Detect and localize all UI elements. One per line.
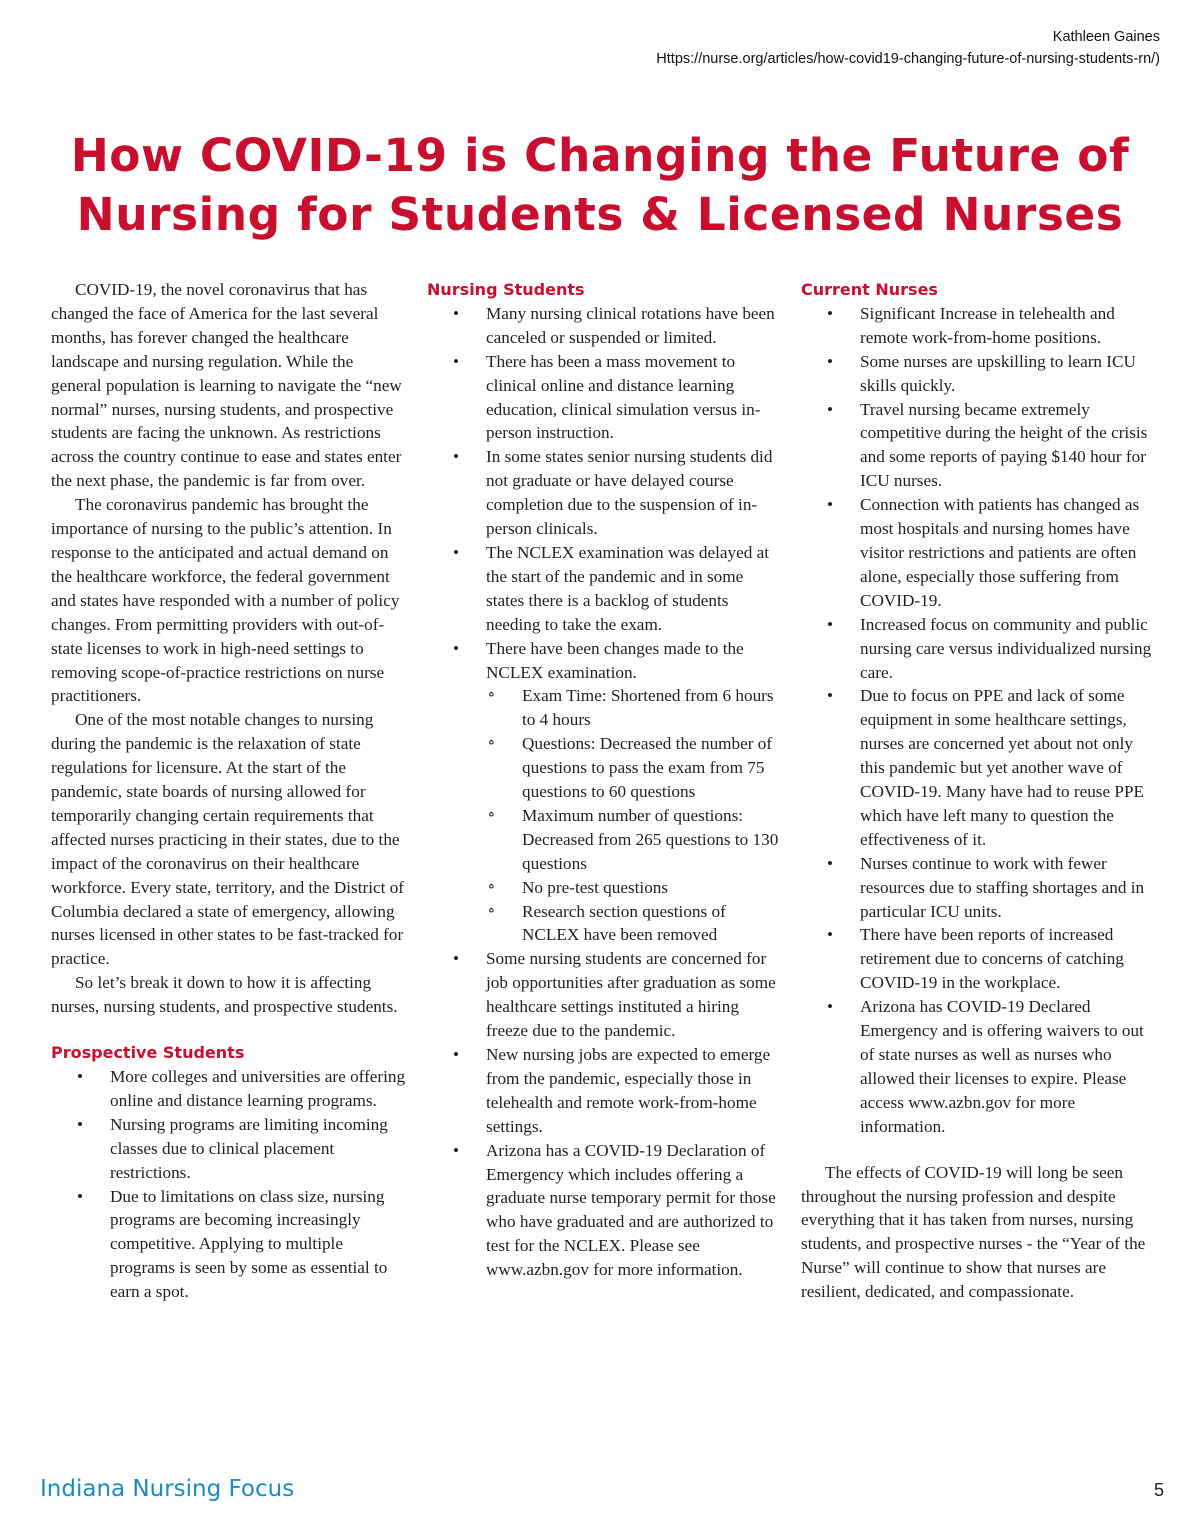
sub-list-item: ⚬ Questions: Decreased the number of questions to pass the exam from 75 questions to 60 questions [427, 732, 783, 804]
list-item: • There have been reports of increased retirement due to concerns of catching COVID-19 in the workplace. [801, 923, 1157, 995]
list-item: • Nurses continue to work with fewer resources due to staffing shortages and in particular ICU units. [801, 852, 1157, 924]
list-item-text: There have been changes made to the NCLEX examination. [486, 638, 744, 682]
sub-list-item: ⚬ Exam Time: Shortened from 6 hours to 4 hours [427, 684, 783, 732]
list-item: • Arizona has COVID-19 Declared Emergency and is offering waivers to out of state nurses as well as nurses who allowed their licenses to expire. Please access www.azbn.gov for more information. [801, 995, 1157, 1138]
article-title [0, 126, 1200, 244]
list-item: • The NCLEX examination was delayed at the start of the pandemic and in some states there is a backlog of students needing to take the exam. [427, 541, 783, 637]
author-name: Kathleen Gaines [1052, 29, 1160, 45]
list-item: • There has been a mass movement to clinical online and distance learning education, clinical simulation versus in-person instruction. [427, 350, 783, 446]
intro-paragraph: COVID-19, the novel coronavirus that has changed the face of America for the last several months, has forever changed the healthcare landscape and nursing regulation. While the general population is learning to navigate the “new normal” nurses, nursing students, and prospective students are facing the unknown. As restrictions across the country continue to ease and states enter the next phase, the pandemic is far from over. [51, 280, 402, 491]
column-2 [427, 278, 783, 1282]
conclusion-paragraph: The effects of COVID-19 will long be seen throughout the nursing profession and despite everything that it has taken from nurses, nursing students, and prospective nurses - the “Year of the Nurse” will continue to show that nurses are resilient, dedicated, and compassionate. [801, 1162, 1146, 1302]
list-item: • New nursing jobs are expected to emerge from the pandemic, especially those in telehealth and remote work-from-home settings. [427, 1043, 783, 1139]
sub-list-item: ⚬ No pre-test questions [427, 876, 783, 900]
column-3 [801, 278, 1157, 1304]
source-url: Https://nurse.org/articles/how-covid19-changing-future-of-nursing-students-rn/) [656, 51, 1160, 67]
publication-name: Indiana Nursing Focus [40, 1476, 295, 1502]
nursing-students-list [427, 302, 783, 1282]
page-number: 5 [1153, 1480, 1164, 1500]
list-item: • Some nurses are upskilling to learn ICU skills quickly. [801, 350, 1157, 398]
intro-paragraph: One of the most notable changes to nursing during the pandemic is the relaxation of state regulations for licensure. At the start of the pandemic, state boards of nursing allowed for temporarily changing certain requirements that affected nurses practicing in their states, due to the impact of the coronavirus on their healthcare workforce. Every state, territory, and the District of Columbia declared a state of emergency, allowing nurses licensed in other states to be fast-tracked for practice. [51, 710, 405, 969]
list-item: • In some states senior nursing students did not graduate or have delayed course completion due to the suspension of in-person clinicals. [427, 445, 783, 541]
prospective-students-list [51, 1065, 407, 1304]
intro-paragraph: So let’s break it down to how it is affecting nurses, nursing students, and prospective students. [51, 973, 398, 1017]
column-1 [51, 278, 407, 1304]
nursing-students-heading: Nursing Students [427, 280, 585, 299]
list-item [427, 637, 783, 948]
title-line-1: How COVID-19 is Changing the Future of [70, 129, 1130, 182]
current-nurses-list [801, 302, 1157, 1139]
prospective-students-heading: Prospective Students [51, 1043, 245, 1063]
list-item: • Significant Increase in telehealth and remote work-from-home positions. [801, 302, 1157, 350]
list-item: • Nursing programs are limiting incoming classes due to clinical placement restrictions. [51, 1113, 407, 1185]
list-item: • Connection with patients has changed as most hospitals and nursing homes have visitor restrictions and patients are often alone, especially those suffering from COVID-19. [801, 493, 1157, 613]
list-item: • Many nursing clinical rotations have been canceled or suspended or limited. [427, 302, 783, 350]
list-item: • Arizona has a COVID-19 Declaration of Emergency which includes offering a graduate nurse temporary permit for those who have graduated and are authorized to test for the NCLEX. Please see www.azbn.gov for more information. [427, 1139, 783, 1282]
list-item: • Some nursing students are concerned for job opportunities after graduation as some healthcare settings instituted a hiring freeze due to the pandemic. [427, 947, 783, 1043]
nclex-changes-list [486, 684, 783, 947]
list-item: • Due to focus on PPE and lack of some equipment in some healthcare settings, nurses are concerned yet about not only this pandemic but yet another wave of COVID-19. Many have had to reuse PPE which have left many to question the effectiveness of it. [801, 684, 1157, 851]
title-line-2: Nursing for Students & Licensed Nurses [76, 188, 1124, 241]
list-item: • Increased focus on community and public nursing care versus individualized nursing care. [801, 613, 1157, 685]
sub-list-item: ⚬ Maximum number of questions: Decreased from 265 questions to 130 questions [427, 804, 783, 876]
list-item: • Travel nursing became extremely competitive during the height of the crisis and some reports of paying $140 hour for ICU nurses. [801, 398, 1157, 494]
byline [656, 26, 1160, 70]
intro-paragraph: The coronavirus pandemic has brought the importance of nursing to the public’s attention. In response to the anticipated and actual demand on the healthcare workforce, the federal government and states have responded with a number of policy changes. From permitting providers with out-of-state licenses to work in high-need settings to removing scope-of-practice restrictions on nurse practitioners. [51, 495, 400, 706]
current-nurses-heading: Current Nurses [801, 280, 938, 299]
list-item: • Due to limitations on class size, nursing programs are becoming increasingly competitive. Applying to multiple programs is seen by some as essential to earn a spot. [51, 1185, 407, 1305]
sub-list-item: ⚬ Research section questions of NCLEX have been removed [427, 900, 783, 948]
list-item: • More colleges and universities are offering online and distance learning programs. [51, 1065, 407, 1113]
